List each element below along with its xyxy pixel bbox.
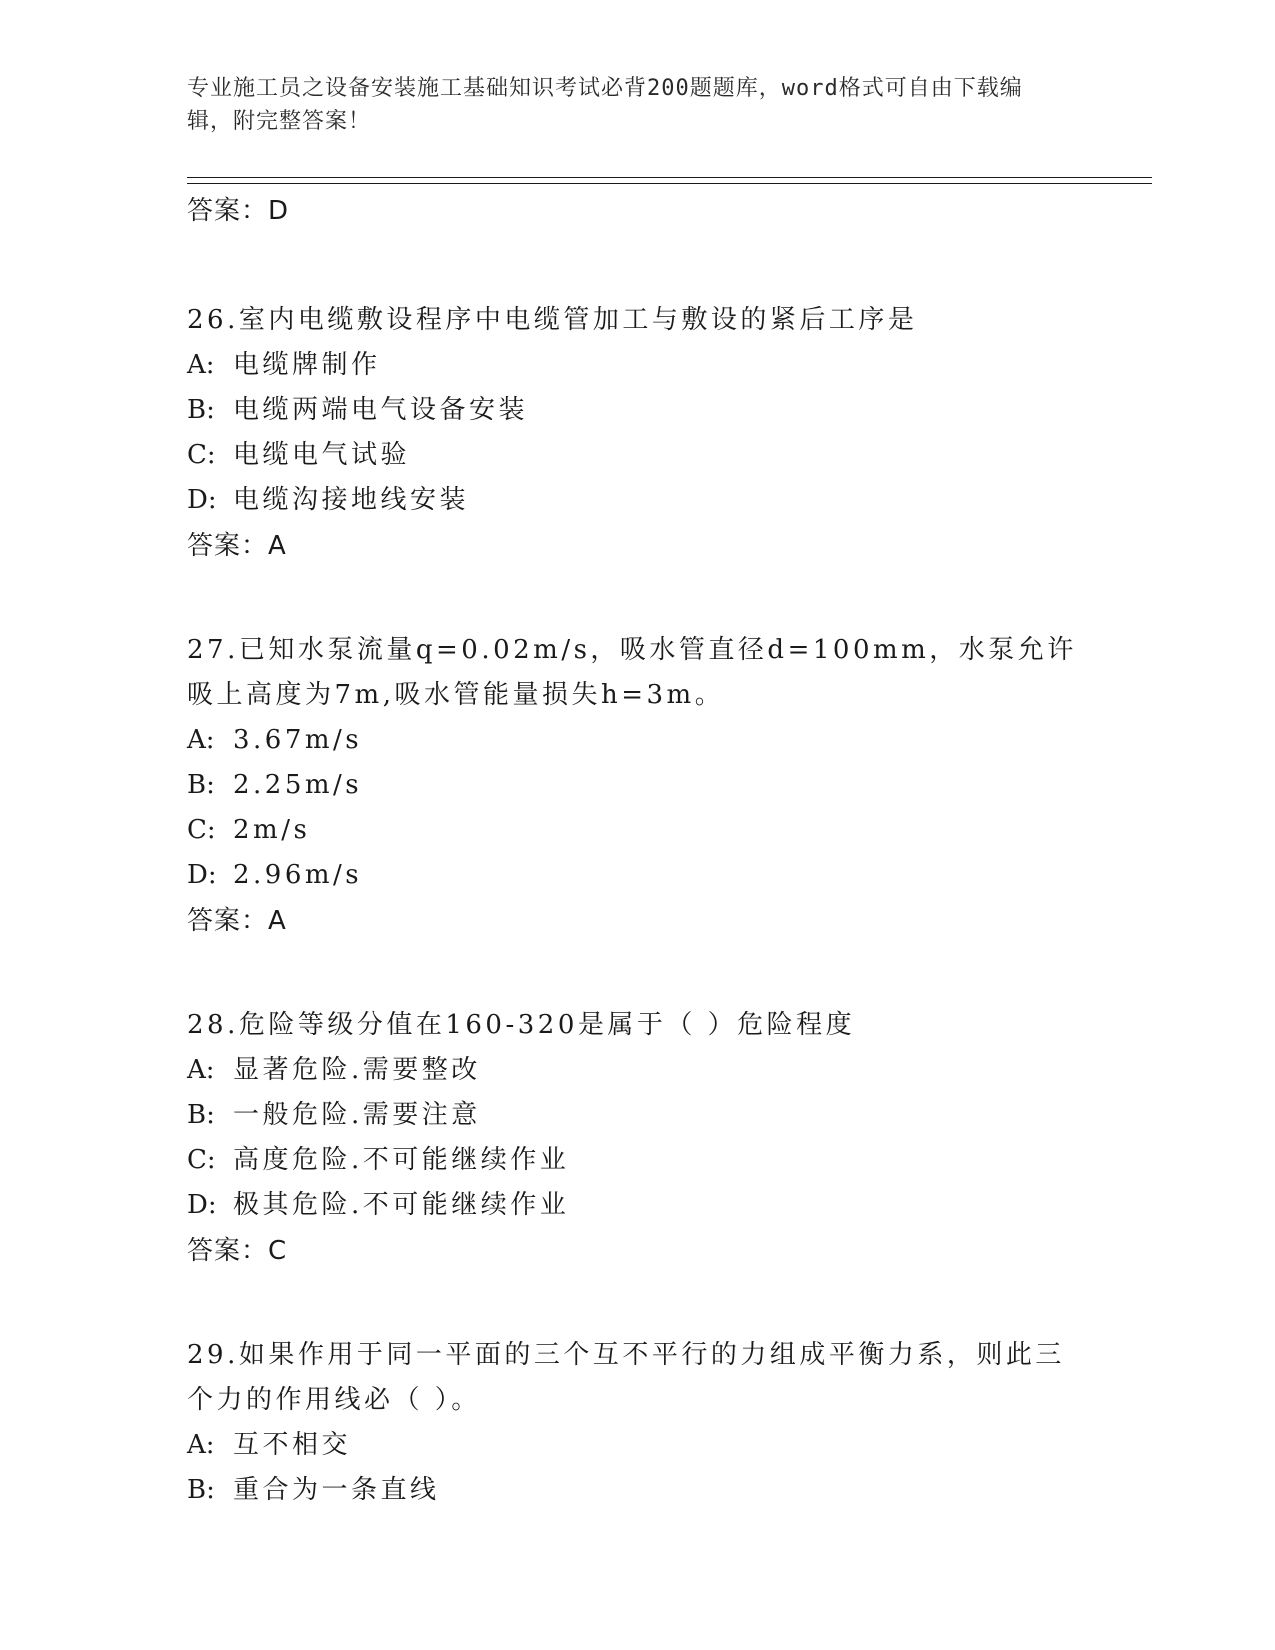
answer-value: C (268, 1236, 288, 1266)
answer-option (187, 388, 1087, 433)
option-text: 一般危险.需要注意 (233, 1100, 481, 1130)
answer-prefix: 答案： (187, 1236, 269, 1266)
document-header (187, 72, 1067, 138)
answer-value: D (268, 196, 290, 226)
question-block (187, 298, 1087, 628)
answer-line (187, 523, 1087, 569)
option-text: 2m/s (233, 815, 311, 845)
option-text: 电缆两端电气设备安装 (233, 395, 529, 425)
header-rule-bottom (187, 183, 1152, 184)
option-label: B: (187, 1100, 215, 1130)
previous-answer-line (187, 188, 1087, 234)
option-text: 高度危险.不可能继续作业 (233, 1145, 570, 1175)
answer-prefix: 答案： (187, 196, 269, 226)
answer-option (187, 1093, 1087, 1138)
option-label: A: (187, 725, 215, 755)
answer-line (187, 898, 1087, 944)
answer-prefix: 答案： (187, 906, 269, 936)
option-label: A: (187, 1430, 215, 1460)
option-text: 极其危险.不可能继续作业 (233, 1190, 570, 1220)
question-stem: 28.危险等级分值在160-320是属于（ ）危险程度 (187, 1010, 856, 1040)
option-text: 重合为一条直线 (233, 1475, 440, 1505)
answer-option (187, 343, 1087, 388)
answer-option (187, 478, 1087, 523)
answer-option (187, 1138, 1087, 1183)
option-text: 2.25m/s (233, 770, 363, 800)
option-text: 3.67m/s (233, 725, 363, 755)
answer-line (187, 1228, 1087, 1274)
question-stem: 27.已知水泵流量q=0.02m/s，吸水管直径d=100mm，水泵允许吸上高度为7m,吸水管能量损失h=3m。 (187, 635, 1077, 710)
answer-option (187, 1048, 1087, 1093)
answer-option (187, 763, 1087, 808)
option-label: A: (187, 350, 215, 380)
option-label: C: (187, 1145, 216, 1175)
answer-option (187, 1423, 1087, 1468)
question-stem: 26.室内电缆敷设程序中电缆管加工与敷设的紧后工序是 (187, 305, 918, 335)
answer-value: A (268, 906, 287, 936)
document-title: 专业施工员之设备安装施工基础知识考试必背200题题库，word格式可自由下载编辑，附完整答案！ (187, 76, 1023, 134)
question-block (187, 1333, 1087, 1513)
question-block (187, 628, 1087, 1003)
option-label: D: (187, 860, 217, 890)
option-label: B: (187, 770, 215, 800)
option-text: 电缆电气试验 (233, 440, 411, 470)
option-label: B: (187, 1475, 215, 1505)
questions-container (187, 298, 1087, 1513)
answer-value: A (268, 531, 287, 561)
answer-option (187, 808, 1087, 853)
option-text: 电缆牌制作 (233, 350, 381, 380)
option-label: B: (187, 395, 215, 425)
question-stem: 29.如果作用于同一平面的三个互不平行的力组成平衡力系，则此三个力的作用线必（ ）。 (187, 1340, 1065, 1415)
option-label: D: (187, 485, 217, 515)
question-block (187, 1003, 1087, 1333)
answer-option (187, 433, 1087, 478)
answer-option (187, 1468, 1087, 1513)
option-label: C: (187, 440, 216, 470)
question-list (187, 188, 1087, 1513)
option-text: 2.96m/s (233, 860, 363, 890)
option-label: A: (187, 1055, 215, 1085)
option-label: D: (187, 1190, 217, 1220)
option-text: 电缆沟接地线安装 (233, 485, 470, 515)
answer-option (187, 1183, 1087, 1228)
answer-option (187, 853, 1087, 898)
header-rule-top (187, 177, 1152, 178)
answer-option (187, 718, 1087, 763)
option-label: C: (187, 815, 216, 845)
option-text: 互不相交 (233, 1430, 352, 1460)
option-text: 显著危险.需要整改 (233, 1055, 481, 1085)
answer-prefix: 答案： (187, 531, 269, 561)
